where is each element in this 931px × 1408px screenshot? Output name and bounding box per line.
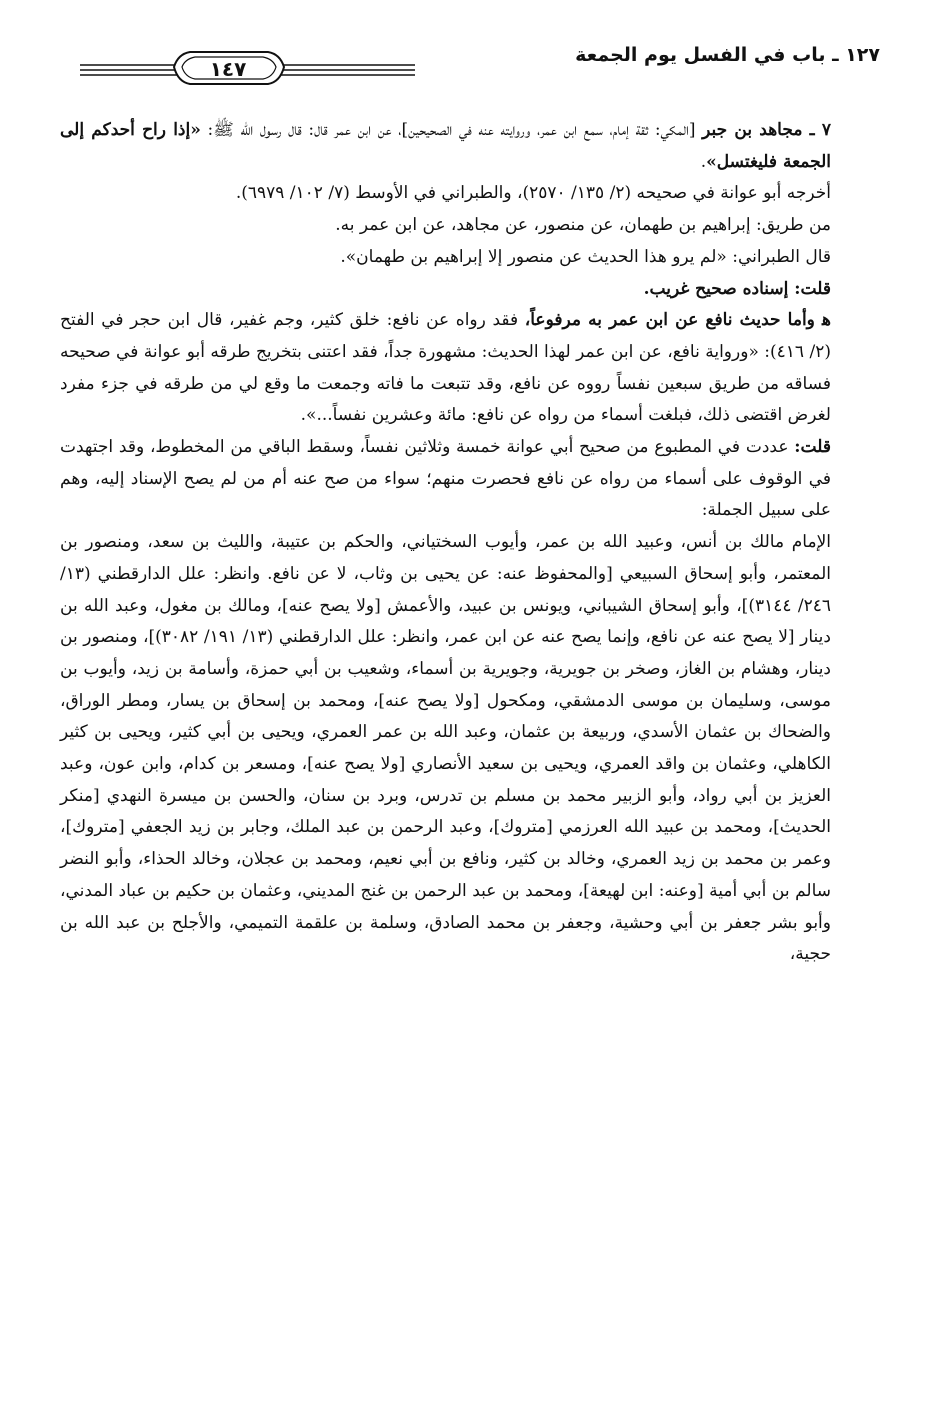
qultu-label: قلت: (794, 278, 831, 299)
page-number-ornament (70, 38, 430, 98)
paragraph-author-note (60, 432, 875, 527)
hadith-quote: «إذا راح أحدكم إلى الجمعة فليغتسل» (60, 120, 831, 172)
chapter-title: ١٢٧ ـ باب في الفسل يوم الجمعة (575, 44, 880, 66)
author-note-text: عددت في المطبوع من صحيح أبي عوانة خمسة وثلاثين نفساً، وسقط الباقي من المخطوط، وقد اجتهدت في الوقوف على أسماء من رواه عن نافع فحصرت منهم؛ سواء من صح عنه أم من لم يصح الإسناد إليه، وهم على سبيل الجملة: (60, 437, 831, 521)
bullet-icon: ﻫ (822, 310, 831, 331)
page-header (70, 38, 880, 98)
qultu-label: قلت: (794, 437, 831, 458)
paragraph-verdict (60, 274, 875, 306)
narrator-heading: ٧ ـ مجاهد بن جبر (702, 120, 831, 140)
paragraph-takhrij: أخرجه أبو عوانة في صحيحه (٢/ ١٣٥/ ٢٥٧٠)، والطبراني في الأوسط (٧/ ١٠٢/ ٦٩٧٩). (235, 183, 831, 204)
narrator-end: . (700, 151, 707, 172)
paragraph-narrator-list: الإمام مالك بن أنس، وعبيد الله بن عمر، وأيوب السختياني، والحكم بن عتيبة، والليث بن سعد، ومنصور بن المعتمر، وأبو إسحاق السبيعي [والمحفوظ عنه: عن يحيى بن وثاب، لا عن نافع. وانظر: علل الدارقطني (١٣/ ٢٤٦/ ٣١٤٤)]، وأبو إسحاق الشيباني، ويونس بن عبيد، والأعمش [ولا يصح عنه]، ومالك بن مغول، وعبد الله بن دينار [لا يصح عنه عن نافع، وإنما يصح عنه عن ابن عمر، وانظر: علل الدارقطني (١٣/ ١٩١/ ٣٠٨٢)]، ومنصور بن دينار، وهشام بن الغاز، وصخر بن جويرية، وجويرية بن أسماء، وشعيب بن أبي حمزة، وأسامة بن زيد، وأيوب بن موسى، وسليمان بن موسى الدمشقي، ومكحول [ولا يصح عنه]، ومحمد بن إسحاق بن يسار، ومطر الوراق، والضحاك بن عثمان الأسدي، وربيعة بن عثمان، وعبد الله بن عمر العمري، ويحيى بن أبي كثير، ويحيى بن كثير الكاهلي، وعثمان بن واقد العمري، ويحيى بن سعيد الأنصاري [ولا يصح عنه]، ومسعر بن كدام، وابن عون، وعبد العزيز بن أبي رواد، وأبو الزبير محمد بن مسلم بن تدرس، وبرد بن سنان، والحسن بن ميسرة النهدي [منكر الحديث]، ومحمد بن عبيد الله العرزمي [متروك]، وعبد الرحمن بن عبد الملك، وجابر بن زيد الجعفي [متروك]، وعمر بن محمد بن زيد العمري، وخالد بن كثير، ونافع بن أبي نعيم، ومحمد بن عجلان، وخالد الحذاء، وأبو النضر سالم بن أبي أمية [وعنه: ابن لهيعة]، ومحمد بن عبد الرحمن بن غنج المديني، وعثمان بن حكيم بن عباد المدني، وأبو بشر جعفر بن أبي وحشية، وجعفر بن محمد الصادق، وسلمة بن علقمة التميمي، والأجلح بن عبد الله بن حجية، (60, 532, 831, 965)
section-text: فقد رواه عن نافع: خلق كثير، وجم غفير، قال ابن حجر في الفتح (٢/ ٤١٦): «ورواية نافع، عن ابن عمر لهذا الحديث: مشهورة جداً، فقد اعتنى بتخريج طرقه أبو عوانة في صحيحه فساقه من طريق سبعين نفساً رووه عن نافع، وقد تتبعت ما فاته وجمعت ما وقع لي من طرقه في جزء مفرد لغرض اقتضى ذلك، فبلغت أسماء من رواه عن نافع: مائة وعشرين نفساً...». (60, 310, 831, 426)
paragraph-hadith-7 (60, 115, 875, 178)
page-body (60, 115, 875, 971)
paragraph-isnad-route: من طريق: إبراهيم بن طهمان، عن منصور، عن مجاهد، عن ابن عمر به. (335, 215, 831, 236)
verdict-text: إسناده صحيح غريب. (643, 278, 795, 299)
page-number: ١٤٧ (209, 57, 247, 81)
paragraph-tabarani-quote: قال الطبراني: «لم يرو هذا الحديث عن منصور إلا إبراهيم بن طهمان». (340, 246, 831, 267)
paragraph-nafi-hadith (60, 305, 875, 432)
narrator-text: [المكي: ثقة إمام، سمع ابن عمر، وروايته عنه في الصحيحين]، عن ابن عمر قال: قال رسول الله ﷺ: (200, 120, 703, 140)
section-heading: وأما حديث نافع عن ابن عمر به مرفوعاً، (524, 310, 823, 331)
